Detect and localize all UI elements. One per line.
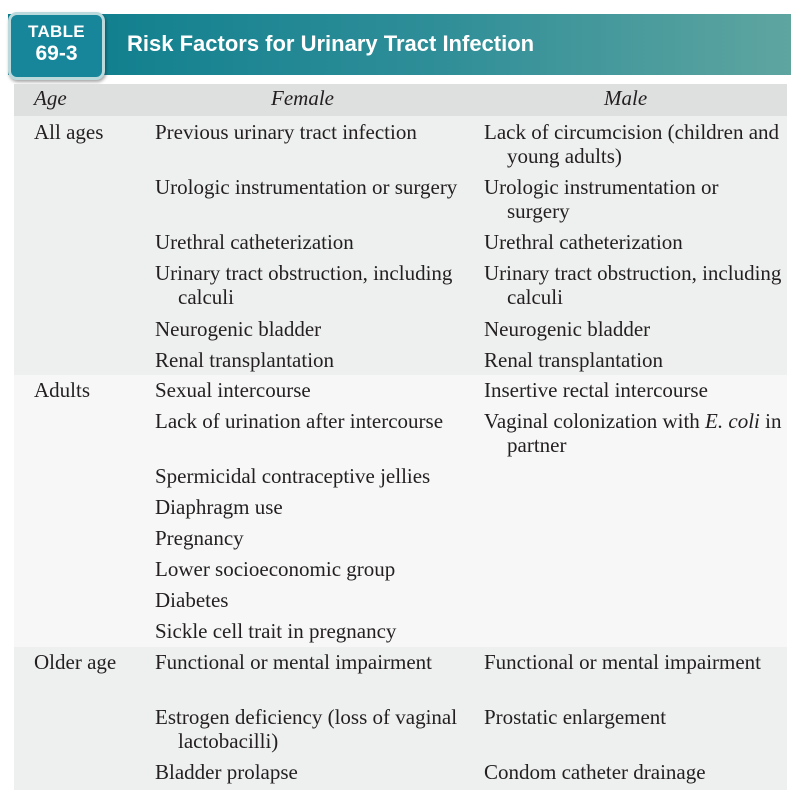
- female-risk-factor: Lower socioeconomic group: [155, 557, 396, 581]
- female-risk-factor: Diaphragm use: [155, 495, 283, 519]
- female-risk-factor: Bladder prolapse: [155, 760, 298, 784]
- male-risk-factor: Functional or mental impairment: [484, 650, 762, 674]
- male-risk-factor-text: Vaginal colonization with: [484, 409, 700, 433]
- female-risk-factor: Sickle cell trait in pregnancy: [155, 619, 397, 643]
- age-label: Older age: [34, 650, 117, 674]
- male-risk-factor: Insertive rectal intercourse: [484, 378, 708, 402]
- female-risk-factor: Sexual intercourse: [155, 378, 311, 402]
- female-risk-factor: Spermicidal contraceptive jellies: [155, 464, 431, 488]
- male-risk-factor: Renal transplantation: [484, 348, 664, 372]
- male-risk-factor-text: in partner: [507, 409, 782, 457]
- male-risk-factor: [484, 409, 784, 457]
- male-risk-factor: Prostatic enlargement: [484, 705, 667, 729]
- female-risk-factor: Diabetes: [155, 588, 229, 612]
- female-risk-factor: Urethral catheterization: [155, 230, 354, 254]
- table-number-badge: [8, 12, 105, 80]
- male-risk-factor: Urethral catheterization: [484, 230, 683, 254]
- age-label: All ages: [34, 120, 104, 144]
- column-header-age: Age: [34, 86, 67, 110]
- female-risk-factor: Urinary tract obstruction, including calculi: [155, 261, 453, 309]
- male-risk-factor: Neurogenic bladder: [484, 317, 651, 341]
- female-risk-factor: Estrogen deficiency (loss of vaginal lactobacilli): [155, 705, 458, 753]
- column-header-male: Male: [604, 86, 648, 110]
- column-header-row: [14, 84, 787, 116]
- badge-number: 69-3: [35, 42, 78, 65]
- group-older-age: [14, 647, 787, 790]
- female-risk-factor: Renal transplantation: [155, 348, 335, 372]
- female-risk-factor: Pregnancy: [155, 526, 244, 550]
- female-risk-factor: Lack of urination after intercourse: [155, 409, 444, 433]
- male-risk-factor: Urologic instrumentation or surgery: [484, 175, 719, 223]
- group-all-ages: [14, 116, 787, 375]
- organism-name: E. coli: [705, 409, 760, 433]
- female-risk-factor: Functional or mental impairment: [155, 650, 433, 674]
- female-risk-factor: Previous urinary tract infection: [155, 120, 417, 144]
- female-risk-factor: Urologic instrumentation or surgery: [155, 175, 458, 199]
- group-adults: [14, 375, 787, 647]
- female-risk-factor: Neurogenic bladder: [155, 317, 322, 341]
- age-label: Adults: [34, 378, 91, 402]
- male-risk-factor: Condom catheter drainage: [484, 760, 706, 784]
- table-title: Risk Factors for Urinary Tract Infection: [127, 31, 535, 56]
- column-header-female: Female: [271, 86, 334, 110]
- badge-label: TABLE: [28, 22, 85, 41]
- male-risk-factor: Lack of circumcision (children and young adults): [484, 120, 780, 168]
- male-risk-factor: Urinary tract obstruction, including calculi: [484, 261, 782, 309]
